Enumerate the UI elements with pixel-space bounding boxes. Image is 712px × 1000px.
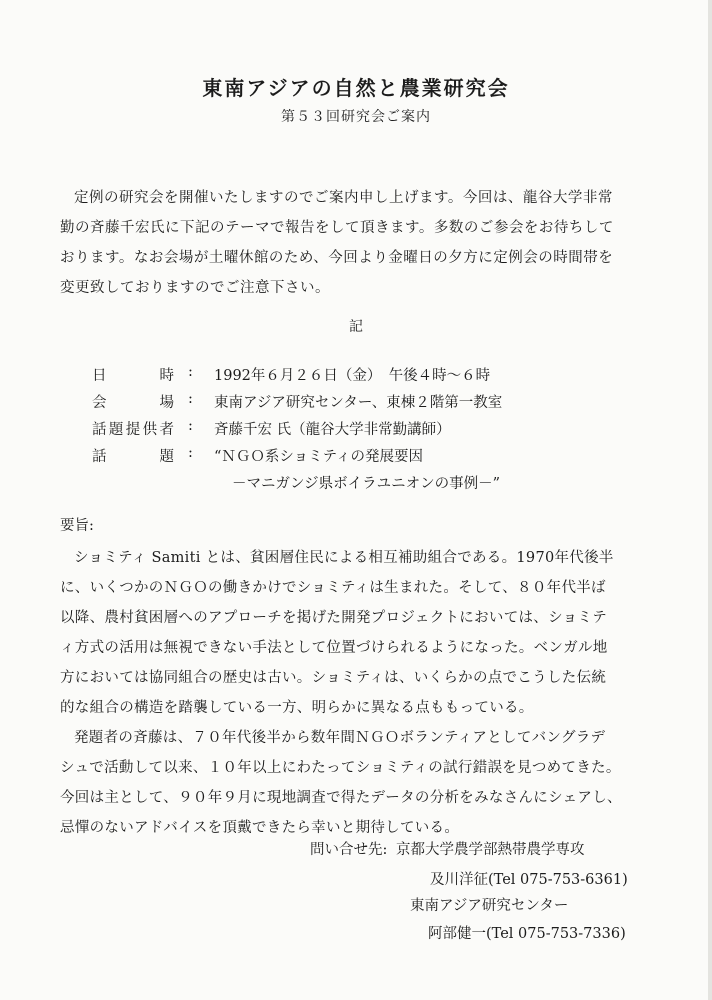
summary-line: ィ方式の活用は無視できない手法として位置づけられるようになった。ベンガル地 [60, 640, 608, 656]
event-details [92, 364, 612, 499]
intro-line: 勤の斉藤千宏氏に下記のテーマで報告をして頂きます。多数のご参会をお待ちして [60, 220, 614, 236]
topic-row-2 [92, 472, 612, 499]
topic-line-2: －マニガンジ県ボイラユニオンの事例－” [232, 476, 501, 492]
intro-line: 変更致しておりますのでご注意下さい。 [60, 280, 330, 296]
date-row [92, 364, 612, 391]
intro-line: おります。なお会場が土曜休館のため、今回より金曜日の夕方に定例会の時間帯を [60, 250, 614, 266]
contact-org-2: 東南アジア研究センター [410, 898, 569, 914]
speaker-value: 斉藤千宏 氏（龍谷大学非常勤講師） [214, 422, 451, 438]
speaker-colon: : [188, 418, 193, 434]
document-title: 東南アジアの自然と農業研究会 [202, 76, 510, 100]
date-colon: : [188, 364, 193, 380]
document-subtitle: 第５３回研究会ご案内 [281, 109, 431, 125]
venue-label: 会場 [92, 395, 174, 411]
topic-label: 話題 [92, 449, 174, 465]
ki-heading: 記 [349, 319, 363, 335]
venue-row [92, 391, 612, 418]
speaker-label: 話題提供者 [92, 422, 174, 438]
topic-colon: : [188, 445, 193, 461]
summary-line: 方においては協同組合の歴史は古い。ショミティは、いくらかの点でこうした伝統 [60, 670, 607, 686]
contact-label: 問い合せ先: [310, 842, 388, 858]
intro-line: 定例の研究会を開催いたしますのでご案内申し上げます。今回は、龍谷大学非常 [74, 190, 613, 206]
summary-line: 今回は主として、９０年９月に現地調査で得たデータの分析をみなさんにシェアし、 [60, 790, 622, 806]
summary-line: 的な組合の構造を踏襲している一方、明らかに異なる点ももっている。 [60, 700, 534, 716]
contact-person-2: 阿部健一(Tel 075-753-7336) [428, 926, 626, 942]
intro-paragraph [60, 183, 680, 303]
date-value: 1992年６月２６日（金） 午後４時～６時 [214, 368, 491, 384]
summary-line: 以降、農村貧困層へのアプローチを掲げた開発プロジェクトにおいては、ショミテ [60, 610, 608, 626]
venue-value: 東南アジア研究センター、東棟２階第一教室 [214, 395, 503, 411]
scan-edge-shadow [708, 0, 712, 1000]
summary-line: ショミティ Samiti とは、貧困層住民による相互補助組合である。1970年代後半 [74, 550, 614, 566]
contact-person-1: 及川洋征(Tel 075-753-6361) [430, 872, 628, 888]
topic-line-1: “ＮＧＯ系ショミティの発展要因 [214, 449, 423, 465]
summary-line: に、いくつかのＮＧＯの働きかけでショミティは生まれた。そして、８０年代半ば [60, 580, 606, 596]
venue-colon: : [188, 391, 193, 407]
contact-org-1: 京都大学農学部熱帯農学専攻 [396, 842, 585, 858]
summary-line: 忌憚のないアドバイスを頂戴できたら幸いと期待している。 [60, 820, 460, 836]
summary-line: シュで活動して以来、１０年以上にわたってショミティの試行錯誤を見つめてきた。 [60, 760, 621, 776]
summary-line: 発題者の斉藤は、７０年代後半から数年間ＮＧＯボランティアとしてバングラデ [74, 730, 606, 746]
summary-paragraph [60, 543, 700, 843]
date-label: 日時 [92, 368, 174, 384]
summary-label: 要旨: [60, 518, 94, 534]
speaker-row [92, 418, 612, 445]
topic-row [92, 445, 612, 472]
